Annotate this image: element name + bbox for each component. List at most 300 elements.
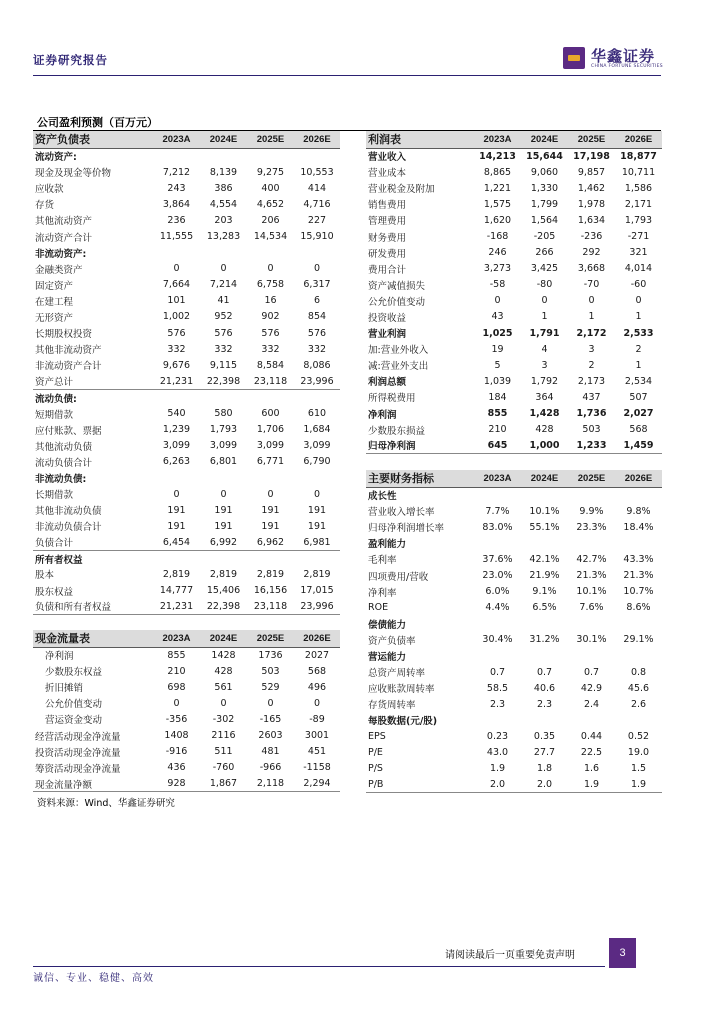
cell-value: 0 [267,263,274,275]
cell-value: 1,459 [615,438,662,454]
cell-value: 27.7 [533,747,556,759]
cell-value: 1,792 [530,375,559,387]
cell-value: 3,099 [209,440,238,452]
row-label: 应付账款、票据 [35,425,102,437]
cell-value: 18.4% [623,521,654,533]
row-label: 现金流量净额 [33,776,153,792]
cell-value: 45.6 [627,682,650,694]
table-row [366,519,662,535]
cell-value: 9,275 [256,166,285,178]
cell-value: 1.5 [630,763,647,775]
cell-value: 191 [307,504,327,516]
row-label: 固定资产 [35,280,74,292]
cell-value [568,648,615,664]
cell-value: 0 [313,488,321,500]
row-label: 存货周转率 [368,700,416,712]
cash-flow-table [33,630,340,792]
cell-value: 42.7% [576,553,607,565]
year-header: 2025E [568,470,615,487]
table-row [366,696,662,712]
cell-value: 42.1% [529,553,560,565]
cell-value: -89 [309,713,325,725]
cell-value: 6,758 [256,279,285,291]
row-label: 销售费用 [368,200,407,212]
cell-value: 37.6% [482,553,513,565]
cell-value [521,616,568,632]
year-header: 2023A [153,131,200,148]
cell-value: 42.9 [580,682,603,694]
cell-value: 2,819 [209,568,238,580]
row-label: 营业利润 [368,329,407,341]
cell-value: 2.0 [521,777,568,793]
table-row [33,325,340,341]
cell-value: 2.3 [489,698,506,710]
cell-value: 2,027 [623,408,654,420]
cell-value [615,616,662,632]
cell-value [294,148,340,164]
table-row [33,261,340,277]
table-row [366,341,662,357]
cell-value: 191 [214,520,233,532]
row-label: 投资收益 [368,312,407,324]
disclaimer-link[interactable]: 请阅读最后一页重要免责声明 [445,950,575,961]
cell-value: 698 [167,681,186,693]
cell-value: 23,118 [247,373,294,389]
cell-value [521,535,568,551]
cell-value: 29.1% [623,634,654,646]
cell-value: 561 [214,681,233,693]
cell-value: 854 [307,311,327,323]
cell-value: 1,793 [209,424,238,436]
cell-value: 22,398 [200,599,247,615]
income-statement-table [366,131,662,454]
cell-value [474,648,521,664]
brand-name-en: CHINA FORTUNE SECURITIES [591,64,663,69]
cell-value: 600 [261,408,280,420]
table-row [33,776,340,792]
cell-value: 6 [313,295,321,307]
row-label: 长期借款 [35,490,74,502]
cell-value [615,648,662,664]
cell-value: 503 [261,665,280,677]
row-label: 流动负债合计 [35,457,93,469]
cell-value [200,550,247,566]
financial-indicators-table [366,470,662,793]
cell-value: 6,962 [247,534,294,550]
cell-value: 0 [635,295,642,307]
row-label: 在建工程 [35,296,74,308]
cell-value: 2 [635,343,642,355]
cell-value: 0 [267,697,274,709]
cell-value: 191 [261,520,280,532]
cell-value: 9.1% [532,586,557,598]
table-row [366,325,662,341]
table-row [33,599,340,615]
row-label: 净利润 [368,409,397,421]
cell-value: 5 [494,359,501,371]
cell-value: 1,634 [577,214,606,226]
table-row [33,148,340,164]
cell-value: 10.7% [623,586,654,598]
cell-value: 0 [173,697,180,709]
cell-value: 321 [629,247,648,259]
year-header: 2024E [200,630,247,647]
table-row [33,727,340,743]
row-label: 总资产周转率 [368,668,426,680]
cell-value: 4,652 [256,198,285,210]
cell-value: 10,553 [300,166,334,178]
year-header: 2023A [153,630,200,647]
row-label: EPS [368,730,386,742]
row-label: 非流动负债: [35,473,87,485]
cell-value: 436 [167,762,186,774]
table-header-row [33,630,340,647]
row-label: 归母净利润 [366,438,474,454]
cell-value: 6,790 [303,456,331,468]
cell-value: 3001 [304,730,330,742]
table-row [366,551,662,567]
cell-value: 2,819 [162,568,191,580]
row-label: 负债和所有者权益 [33,599,153,615]
cell-value: 9.9% [579,505,604,517]
table-row [366,293,662,309]
cell-value: 2027 [304,649,330,661]
cell-value: 10.1% [529,505,560,517]
cell-value [200,245,247,261]
cell-value: 191 [214,504,233,516]
table-row [366,777,662,793]
cell-value: -271 [627,231,650,243]
row-label: 所有者权益 [35,554,83,566]
year-header: 2023A [474,131,521,148]
cell-value: 580 [214,408,233,420]
cell-value [153,245,200,261]
cell-value: 2.4 [583,698,600,710]
cell-value: 1.6 [583,763,600,775]
row-label: 少数股东损益 [368,425,426,437]
cell-value: 55.1% [529,521,560,533]
cell-value: 952 [214,311,233,323]
row-label: 盈利能力 [368,539,407,551]
cell-value: 1,799 [530,198,559,210]
cell-value: 4,014 [624,263,653,275]
table-row [33,744,340,760]
row-label: 利润总额 [368,377,407,389]
cell-value [294,550,340,566]
cell-value: -205 [533,231,556,243]
cell-value: 203 [214,214,233,226]
cell-value: 17,015 [300,585,334,597]
table-row [33,502,340,518]
row-label: 减:营业外支出 [368,361,429,373]
table-title: 资产负债表 [33,131,153,148]
table-row [33,422,340,438]
cell-value: 364 [535,391,554,403]
table-row [366,212,662,228]
cell-value: 7,214 [209,279,238,291]
cell-value: -760 [212,762,235,774]
cell-value: 1.9 [489,763,506,775]
cell-value: 8,139 [209,166,238,178]
cell-value: 481 [261,746,280,758]
cell-value: 43.3% [623,553,654,565]
cell-value: 3,099 [303,440,331,452]
cell-value: 0 [588,295,595,307]
table-row [33,309,340,325]
cell-value: 507 [629,391,648,403]
table-row [33,647,340,663]
cell-value: -168 [486,231,509,243]
cell-value: 529 [261,681,280,693]
row-label: 非流动负债合计 [35,522,102,534]
cell-value: 4 [541,343,548,355]
table-row [366,164,662,180]
cell-value: 11,555 [159,231,194,243]
cell-value: 41 [217,295,230,307]
cell-value [247,470,294,486]
row-label: 每股数据(元/股) [368,716,438,728]
row-label: 无形资产 [35,312,74,324]
cell-value: 2,534 [624,375,653,387]
cell-value: 23,118 [247,599,294,615]
cell-value: 4.4% [485,602,510,614]
year-header: 2024E [521,131,568,148]
year-header: 2025E [568,131,615,148]
cell-value [200,389,247,405]
table-row [33,293,340,309]
cell-value: 7.7% [485,505,510,517]
table-row [33,470,340,486]
cell-value: 19 [491,343,504,355]
table-row [33,341,340,357]
cell-value [474,535,521,551]
cell-value: 0 [267,488,274,500]
footer-slogan: 诚信、专业、稳健、高效 [33,973,154,984]
cell-value: 2,171 [624,198,653,210]
cell-value: 6,317 [303,279,331,291]
table-row [366,632,662,648]
table-row [366,712,662,728]
cell-value: 23,996 [294,599,340,615]
table-row [33,228,340,244]
cell-value: 21.3% [623,570,654,582]
cell-value: 16 [264,295,277,307]
cell-value: 1428 [211,649,236,661]
cell-value: -165 [259,713,282,725]
year-header: 2024E [200,131,247,148]
cell-value: 568 [307,665,327,677]
cell-value: 6,992 [200,534,247,550]
cell-value: 4,554 [209,198,238,210]
cell-value: 568 [629,424,648,436]
cell-value: 2,172 [576,327,607,339]
table-row [366,664,662,680]
table-row [366,680,662,696]
cell-value: 9,676 [162,359,191,371]
cell-value: 10.1% [576,586,607,598]
cell-value: 7,212 [162,166,191,178]
footer-divider [33,966,605,967]
cell-value: 1,620 [483,214,512,226]
cell-value: 511 [214,746,233,758]
cell-value: 2,118 [247,776,294,792]
cell-value: 9,060 [530,166,559,178]
cell-value: 1,428 [529,408,560,420]
table-row [366,567,662,583]
row-label: P/B [366,777,474,793]
row-label: 公允价值变动 [368,296,426,308]
cell-value: 1,867 [200,776,247,792]
table-row [366,487,662,503]
row-label: 非流动资产合计 [35,361,102,373]
cell-value: 1,462 [577,182,606,194]
cell-value: 2116 [211,730,236,742]
cell-value: 10,711 [621,166,656,178]
table-row [33,212,340,228]
table-title: 主要财务指标 [366,470,474,487]
row-label: 其他流动资产 [35,216,93,228]
table-row [366,422,662,438]
report-type-label: 证券研究报告 [33,53,108,67]
cell-value [153,148,200,164]
cell-value: 1,221 [483,182,512,194]
cell-value: 6.0% [485,586,510,598]
table-row [366,406,662,422]
row-label: P/S [368,763,383,775]
cell-value: 0.52 [627,730,650,742]
cell-value: 2,294 [294,776,340,792]
balance-sheet-table [33,131,340,615]
table-row [366,728,662,744]
cell-value [294,470,340,486]
cell-value: 2 [588,359,595,371]
cell-value: 23.3% [576,521,607,533]
row-label: 营业税金及附加 [368,184,435,196]
table-header-row [366,131,662,148]
cell-value: 332 [167,343,186,355]
table-row [366,584,662,600]
cell-value: 1,684 [303,424,331,436]
cell-value: 3,668 [577,263,606,275]
table-row [366,357,662,373]
cell-value: 9,115 [209,359,238,371]
cell-value: 16,156 [253,585,288,597]
row-label: 负债合计 [33,534,153,550]
cell-value [247,245,294,261]
row-label: 折旧摊销 [45,683,84,695]
section-title: 公司盈利预测（百万元） [37,116,158,129]
table-row [366,535,662,551]
cell-value: 2,173 [577,375,606,387]
row-label: 四项费用/营收 [368,571,429,583]
cell-value: 3,425 [530,263,559,275]
cell-value: 855 [487,408,508,420]
year-header: 2025E [247,131,294,148]
cell-value: 386 [214,182,233,194]
table-row [366,761,662,777]
cell-value: 2,533 [623,327,654,339]
table-row [33,277,340,293]
source-note: 资料来源：Wind、华鑫证券研究 [37,798,175,809]
cell-value: 43 [491,311,504,323]
cell-value: 1,233 [568,438,615,454]
cell-value: 206 [261,214,280,226]
cell-value [247,389,294,405]
cell-value: 236 [167,214,186,226]
brand-logo-icon [563,47,585,69]
row-label: 投资活动现金净流量 [35,747,121,759]
cell-value: 2.3 [536,698,553,710]
cell-value: 1 [635,359,642,371]
table-row [366,228,662,244]
cell-value: 22,398 [200,373,247,389]
cell-value: 4,716 [303,198,331,210]
row-label: 流动资产: [35,152,77,164]
cell-value: 1 [588,311,595,323]
cell-value: 6,981 [294,534,340,550]
cell-value: 6,263 [162,456,191,468]
cell-value: 184 [488,391,507,403]
cell-value: 855 [167,649,186,661]
cell-value: 8,086 [303,359,331,371]
cell-value: 576 [307,327,327,339]
cell-value: 17,198 [573,150,610,162]
cell-value: 19.0 [627,747,650,759]
row-label: 成长性 [368,491,397,503]
table-row [366,245,662,261]
cell-value: 0 [220,263,227,275]
table-row [33,438,340,454]
cell-value: 22.5 [580,747,603,759]
cell-value: 610 [307,408,327,420]
cell-value: 1 [541,311,548,323]
row-label: 长期股权投资 [35,329,93,341]
cell-value: 2.0 [474,777,521,793]
cell-value: 1408 [164,730,189,742]
cell-value: 1,239 [162,424,191,436]
cell-value: 496 [307,681,327,693]
cell-value [474,487,521,503]
table-row [366,745,662,761]
cell-value: 15,910 [300,231,334,243]
table-row [33,180,340,196]
cell-value: 1,330 [530,182,559,194]
row-label: 营运能力 [368,651,407,663]
cell-value: 0 [541,295,548,307]
header-divider [33,75,661,76]
cell-value: 414 [307,182,327,194]
cell-value: 1.8 [536,763,553,775]
cell-value: 14,534 [253,231,288,243]
row-label: 加:营业外收入 [368,345,429,357]
table-row [33,550,340,566]
cell-value: 292 [582,247,601,259]
cell-value: 3,864 [162,198,191,210]
row-label: 经营活动现金净流量 [35,731,121,743]
cell-value: 2.6 [630,698,647,710]
cell-value: 23,996 [294,373,340,389]
cell-value: 332 [307,343,327,355]
row-label: 研发费用 [368,248,407,260]
cell-value: 83.0% [482,521,513,533]
cell-value [200,470,247,486]
cell-value: 0 [313,263,321,275]
page-number: 3 [609,938,636,968]
row-label: 偿债能力 [368,619,407,631]
cell-value: 0 [173,263,180,275]
cell-value: 15,644 [526,150,563,162]
cell-value: 191 [167,504,186,516]
